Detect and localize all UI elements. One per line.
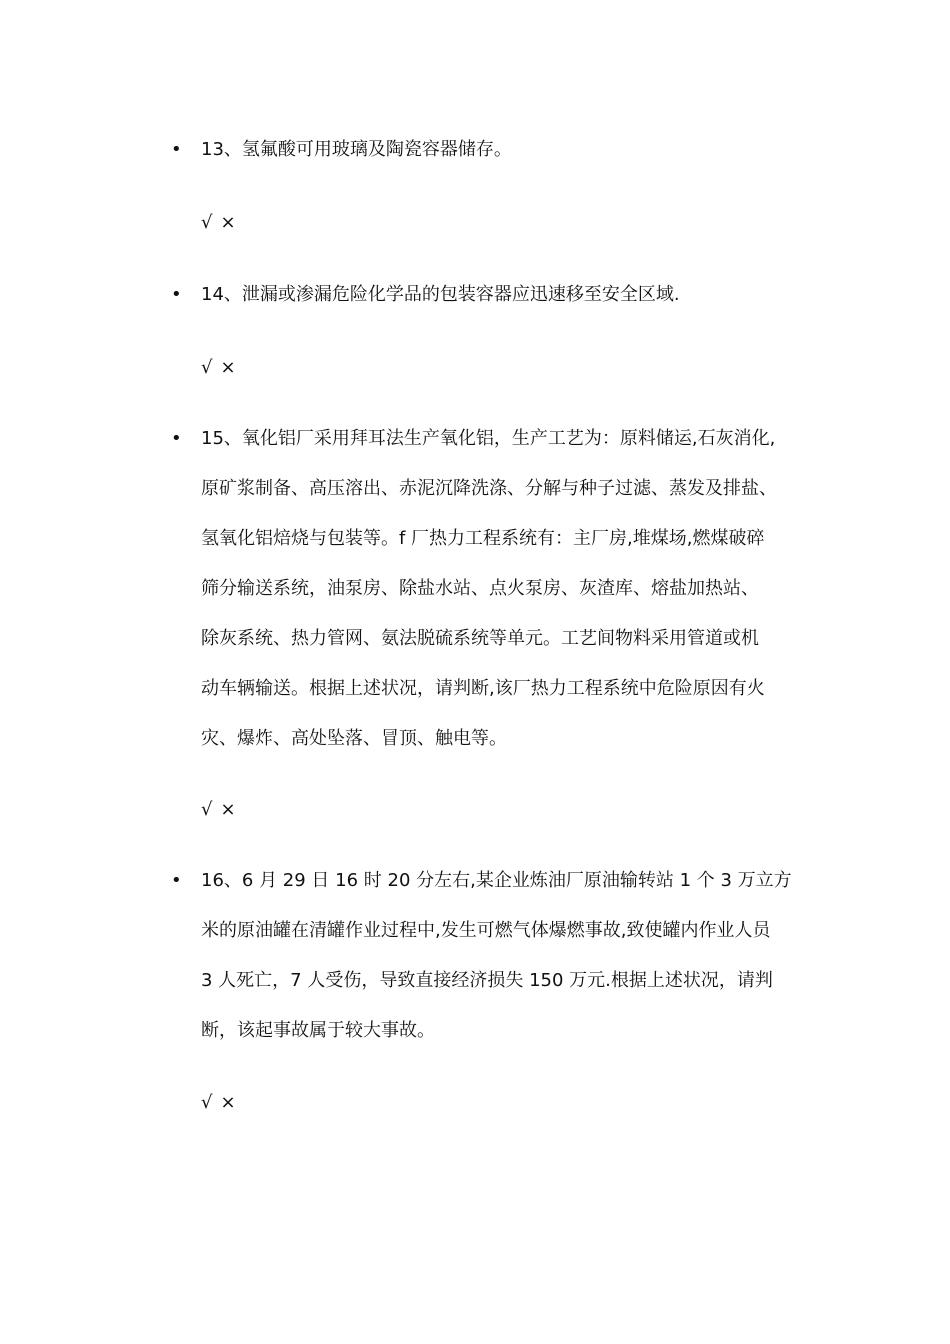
bullet: • xyxy=(171,284,182,305)
question-line: 米的原油罐在清罐作业过程中,发生可燃气体爆燃事故,致使罐内作业人员 xyxy=(201,920,771,941)
question-text xyxy=(201,856,813,1056)
bullet: • xyxy=(171,139,182,160)
question-line: 断，该起事故属于较大事故。 xyxy=(201,1020,435,1041)
true-option[interactable]: √ xyxy=(201,1092,213,1113)
question-line: 筛分输送系统，油泵房、除盐水站、点火泵房、灰渣库、熔盐加热站、 xyxy=(201,578,759,599)
question-line: 14、泄漏或渗漏危险化学品的包装容器应迅速移至安全区域. xyxy=(201,284,680,305)
bullet: • xyxy=(171,870,182,891)
true-option[interactable]: √ xyxy=(201,799,213,820)
false-option[interactable]: × xyxy=(220,799,236,820)
question-text xyxy=(201,414,813,764)
question-line: 除灰系统、热力管网、氨法脱硫系统等单元。工艺间物料采用管道或机 xyxy=(201,628,759,649)
question-line: 16、6 月 29 日 16 时 20 分左右,某企业炼油厂原油输转站 1 个 3 万立方 xyxy=(201,870,792,891)
question-text xyxy=(201,125,813,175)
false-option[interactable]: × xyxy=(220,1092,236,1113)
answer-options xyxy=(201,798,236,822)
question-line: 3 人死亡，7 人受伤，导致直接经济损失 150 万元.根据上述状况，请判 xyxy=(201,970,773,991)
true-option[interactable]: √ xyxy=(201,212,213,233)
bullet: • xyxy=(171,428,182,449)
question-text xyxy=(201,270,813,320)
question-line: 氢氧化铝焙烧与包装等。f 厂热力工程系统有：主厂房,堆煤场,燃煤破碎 xyxy=(201,528,765,549)
false-option[interactable]: × xyxy=(220,212,236,233)
question-line: 灾、爆炸、高处坠落、冒顶、触电等。 xyxy=(201,728,507,749)
question-line: 13、氢氟酸可用玻璃及陶瓷容器储存。 xyxy=(201,139,512,160)
question-line: 15、氧化铝厂采用拜耳法生产氧化铝，生产工艺为：原料储运,石灰消化, xyxy=(201,428,776,449)
answer-options xyxy=(201,1091,236,1115)
answer-options xyxy=(201,211,236,235)
question-line: 原矿浆制备、高压溶出、赤泥沉降洗涤、分解与种子过滤、蒸发及排盐、 xyxy=(201,478,777,499)
question-line: 动车辆输送。根据上述状况，请判断,该厂热力工程系统中危险原因有火 xyxy=(201,678,765,699)
answer-options xyxy=(201,356,236,380)
false-option[interactable]: × xyxy=(220,357,236,378)
true-option[interactable]: √ xyxy=(201,357,213,378)
